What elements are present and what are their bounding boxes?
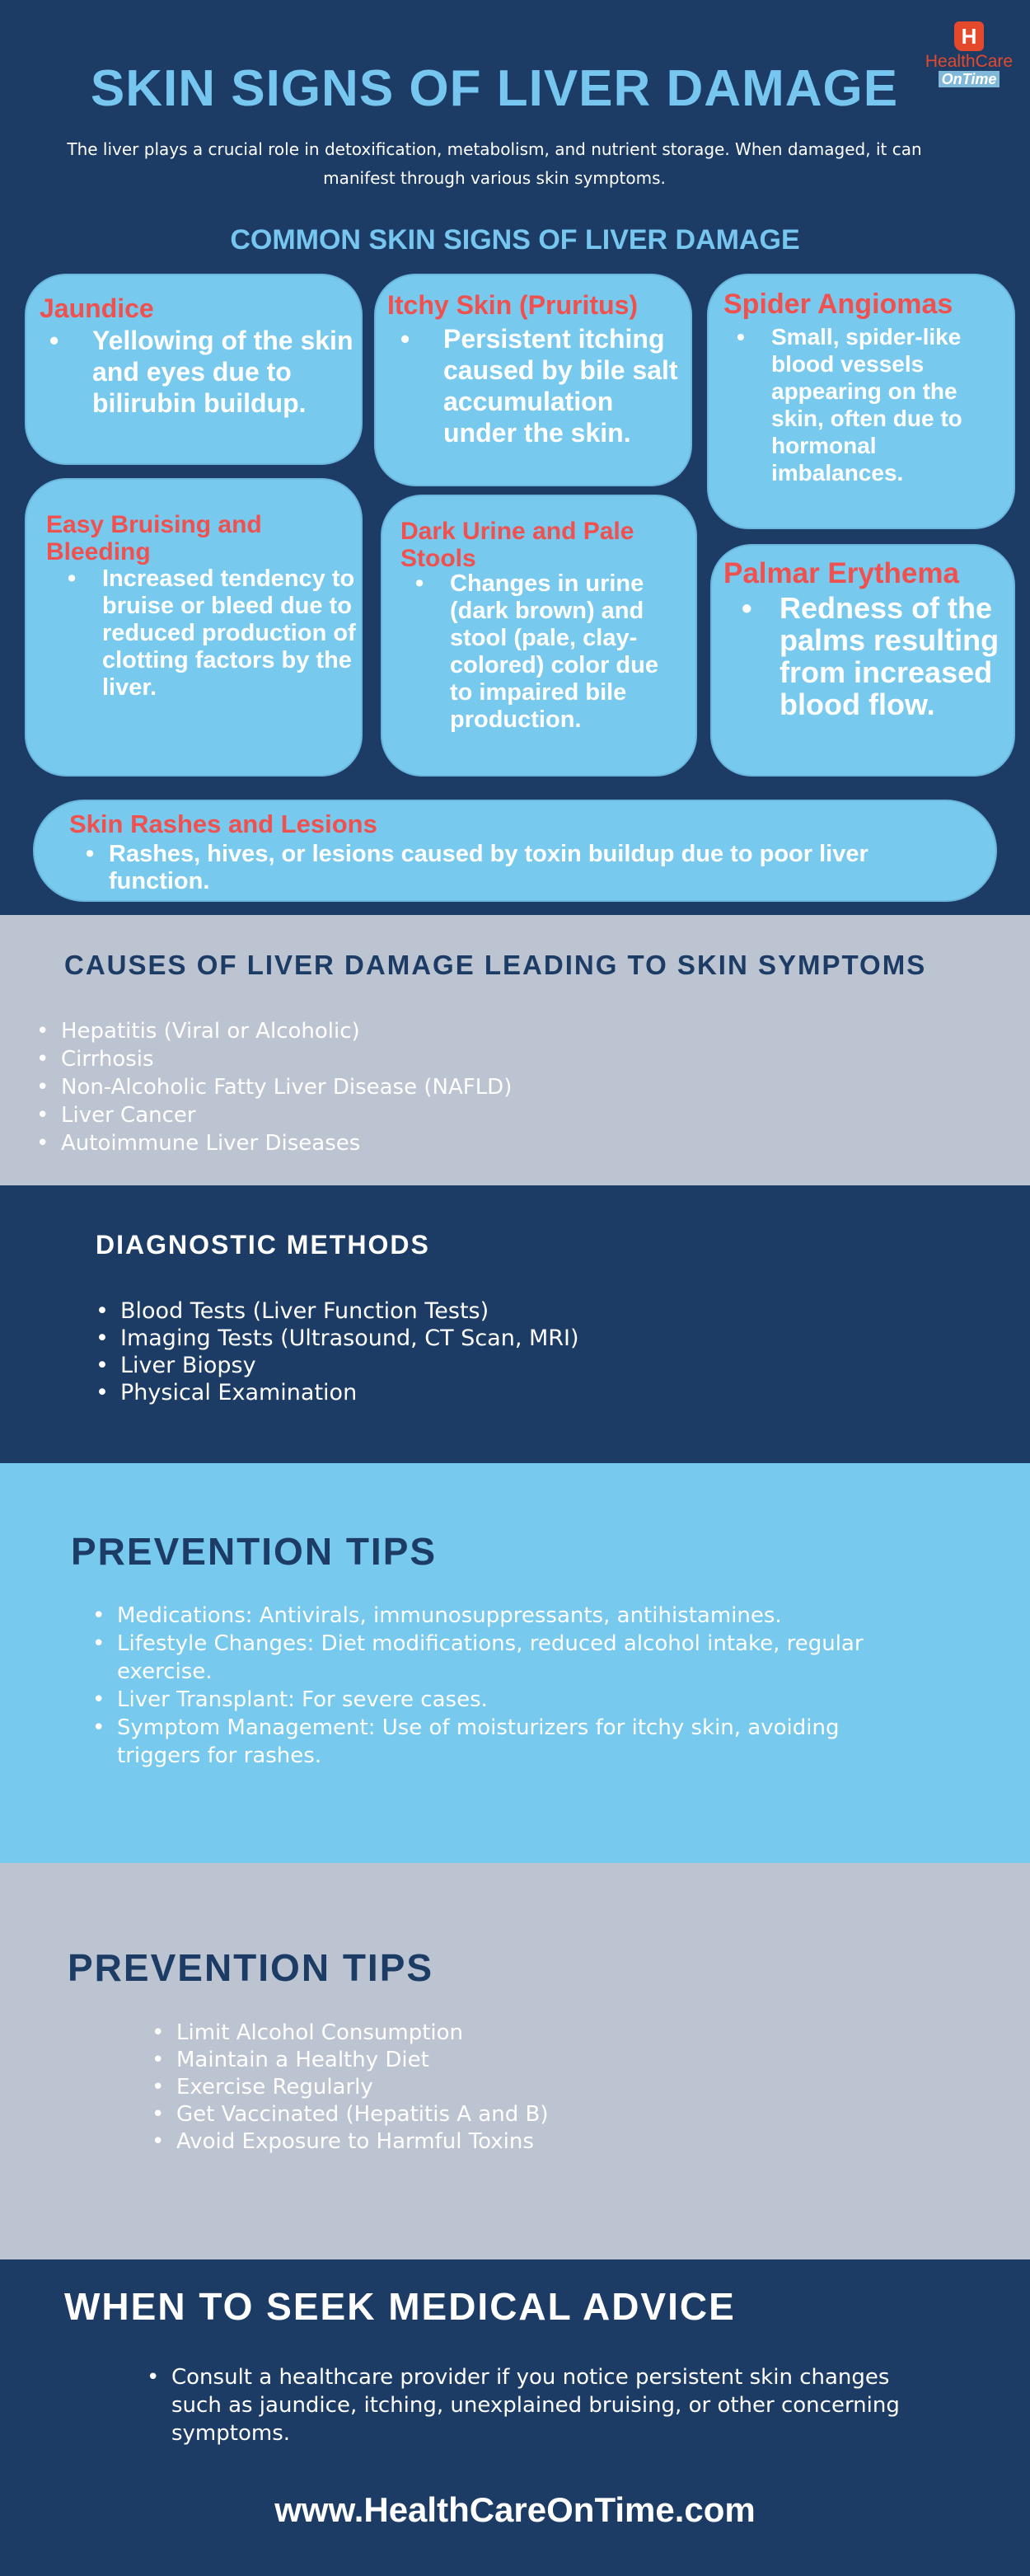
diagnostics-section bbox=[0, 1185, 1030, 1463]
website-link[interactable]: www.HealthCareOnTime.com bbox=[274, 2490, 756, 2529]
causes-heading: CAUSES OF LIVER DAMAGE LEADING TO SKIN SYMPTOMS bbox=[64, 950, 927, 980]
diagnostics-list bbox=[96, 1297, 837, 1406]
list-item: • Physical Examination bbox=[96, 1379, 837, 1406]
list-item: • Blood Tests (Liver Function Tests) bbox=[96, 1297, 837, 1325]
treatment-heading: PREVENTION TIPS bbox=[71, 1530, 438, 1573]
list-item: • Autoimmune Liver Diseases bbox=[36, 1129, 778, 1157]
list-item: • Lifestyle Changes: Diet modifications, reduced alcohol intake, regular exercise. bbox=[92, 1630, 916, 1686]
treatment-list bbox=[92, 1602, 916, 1770]
prevention-heading: PREVENTION TIPS bbox=[68, 1946, 434, 1989]
sign-title: Jaundice bbox=[40, 293, 154, 323]
prevention-section bbox=[0, 1863, 1030, 2259]
list-item: • Non-Alcoholic Fatty Liver Disease (NAFLD) bbox=[36, 1073, 778, 1101]
sign-card-dark-urine bbox=[381, 495, 697, 777]
sign-title: Itchy Skin (Pruritus) bbox=[387, 290, 639, 320]
logo-name: HealthCare bbox=[925, 52, 1014, 71]
prevention-list bbox=[152, 2020, 811, 2156]
causes-list bbox=[36, 1017, 778, 1157]
sign-title: Dark Urine and Pale Stools bbox=[400, 518, 634, 572]
intro-text: The liver plays a crucial role in detoxification, metabolism, and nutrient storage. When damaged, it can manifest through various skin symptoms. bbox=[67, 139, 922, 188]
list-item: • Liver Cancer bbox=[36, 1101, 778, 1129]
sign-title: Spider Angiomas bbox=[723, 289, 953, 320]
advice-list bbox=[147, 2363, 905, 2447]
list-item: • Maintain a Healthy Diet bbox=[152, 2047, 811, 2074]
list-item: • Exercise Regularly bbox=[152, 2074, 811, 2101]
sign-description: • Redness of the palms resulting from increased blood flow. bbox=[742, 592, 1014, 720]
list-item: • Get Vaccinated (Hepatitis A and B) bbox=[152, 2101, 811, 2128]
sign-description: • Small, spider-like blood vessels appearing on the skin, often due to hormonal imbalances. bbox=[737, 323, 1000, 486]
sign-description: • Changes in urine (dark brown) and stool (pale, clay-colored) color due to impaired bile production. bbox=[415, 570, 687, 734]
list-item: • Medications: Antivirals, immunosuppressants, antihistamines. bbox=[92, 1602, 916, 1630]
sign-card-skin-rashes bbox=[33, 800, 997, 902]
list-item: • Avoid Exposure to Harmful Toxins bbox=[152, 2128, 811, 2156]
sign-title: Skin Rashes and Lesions bbox=[69, 809, 377, 838]
advice-heading: WHEN TO SEEK MEDICAL ADVICE bbox=[64, 2285, 736, 2328]
sign-card-palmar-erythema bbox=[710, 544, 1015, 777]
list-item: • Liver Transplant: For severe cases. bbox=[92, 1686, 916, 1714]
list-item: • Liver Biopsy bbox=[96, 1352, 837, 1379]
sign-description: • Yellowing of the skin and eyes due to bilirubin buildup. bbox=[49, 325, 354, 419]
page-title: SKIN SIGNS OF LIVER DAMAGE bbox=[90, 60, 899, 117]
sign-description: • Rashes, hives, or lesions caused by toxin buildup due to poor liver function. bbox=[86, 841, 959, 895]
causes-section bbox=[0, 915, 1030, 1185]
sign-description: • Increased tendency to bruise or bleed due to reduced production of clotting factors by the liver. bbox=[68, 565, 356, 701]
section-title-common-signs: COMMON SKIN SIGNS OF LIVER DAMAGE bbox=[230, 224, 800, 256]
hospital-h-icon: H bbox=[954, 21, 984, 51]
sign-title: Easy Bruising and Bleeding bbox=[46, 511, 262, 565]
advice-section bbox=[0, 2259, 1030, 2576]
list-item: • Symptom Management: Use of moisturizers for itchy skin, avoiding triggers for rashes. bbox=[92, 1714, 916, 1770]
diagnostics-heading: DIAGNOSTIC METHODS bbox=[96, 1230, 430, 1260]
logo-subtitle: OnTime bbox=[939, 71, 1000, 87]
sign-title: Palmar Erythema bbox=[723, 557, 959, 589]
sign-card-jaundice bbox=[25, 274, 363, 465]
list-item: • Limit Alcohol Consumption bbox=[152, 2020, 811, 2047]
sign-description: • Persistent itching caused by bile salt accumulation under the skin. bbox=[400, 323, 681, 448]
sign-card-itchy-skin bbox=[374, 274, 692, 486]
list-item: • Consult a healthcare provider if you notice persistent skin changes such as jaundice, itching, unexplained bruising, or other concerning symptoms. bbox=[147, 2363, 905, 2447]
header-section bbox=[0, 0, 1030, 915]
sign-card-spider-angiomas bbox=[707, 274, 1015, 529]
sign-card-easy-bruising bbox=[25, 478, 363, 777]
list-item: • Cirrhosis bbox=[36, 1045, 778, 1073]
list-item: • Hepatitis (Viral or Alcoholic) bbox=[36, 1017, 778, 1045]
treatment-section bbox=[0, 1463, 1030, 1863]
list-item: • Imaging Tests (Ultrasound, CT Scan, MRI) bbox=[96, 1325, 837, 1352]
